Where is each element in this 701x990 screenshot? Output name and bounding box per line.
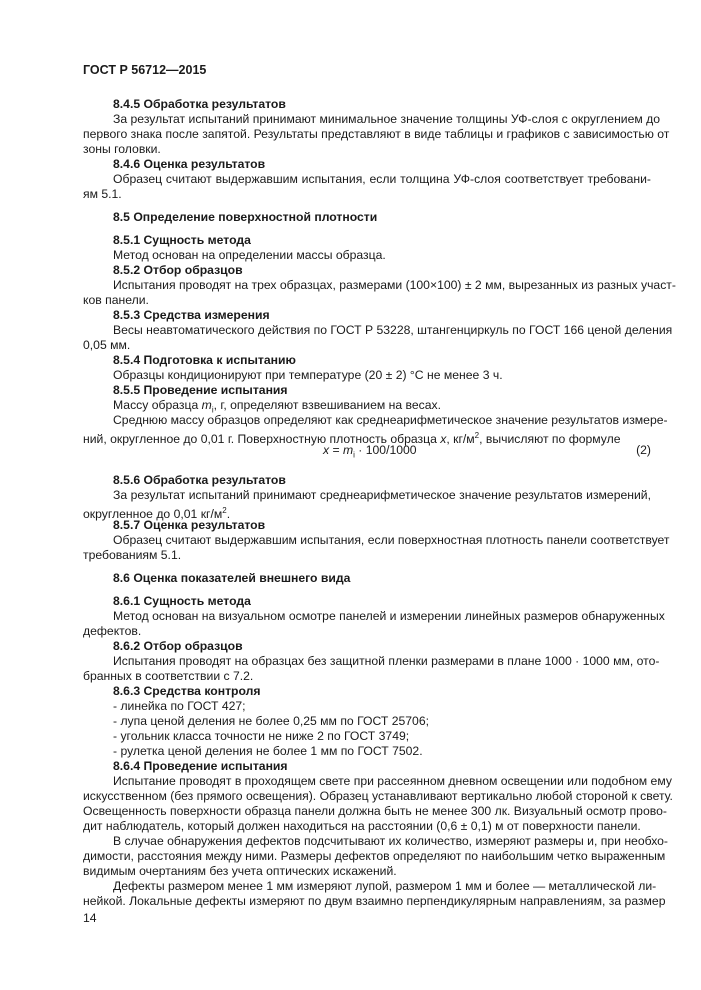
paragraph-line: ям 5.1. bbox=[83, 187, 122, 201]
section-heading-8-6-2: 8.6.2 Отбор образцов bbox=[113, 639, 243, 653]
formula-x: x bbox=[323, 443, 330, 457]
list-item: - лупа ценой деления не более 0,25 мм по ГОСТ 25706; bbox=[113, 714, 429, 728]
paragraph-line: Дефекты размером менее 1 мм измеряют лупой, размером 1 мм и более — металлической ли- bbox=[113, 879, 657, 893]
section-heading-8-5-7: 8.5.7 Оценка результатов bbox=[113, 518, 266, 532]
text: , кг/м bbox=[446, 432, 475, 447]
text: , г, определяют взвешиванием на весах. bbox=[213, 398, 441, 412]
formula-equals: = bbox=[329, 443, 343, 457]
section-heading-8-4-5: 8.4.5 Обработка результатов bbox=[113, 97, 286, 111]
paragraph-line: За результат испытаний принимают минимальное значение толщины УФ-слоя с округлением до bbox=[113, 112, 661, 126]
text: округленное до 0,01 кг/м bbox=[83, 507, 223, 522]
section-heading-8-5-5: 8.5.5 Проведение испытания bbox=[113, 383, 288, 397]
formula-rest: · 100/1000 bbox=[354, 443, 417, 457]
paragraph-line: дефектов. bbox=[83, 624, 142, 638]
formula bbox=[323, 443, 417, 462]
list-item: - рулетка ценой деления не более 1 мм по ГОСТ 7502. bbox=[113, 744, 423, 758]
paragraph-line: Среднюю массу образцов определяют как среднеарифметическое значение результатов измере- bbox=[113, 413, 668, 427]
section-heading-8-5-1: 8.5.1 Сущность метода bbox=[113, 233, 251, 247]
section-heading-8-4-6: 8.4.6 Оценка результатов bbox=[113, 157, 266, 171]
formula-number: (2) bbox=[636, 443, 651, 457]
list-item: - угольник класса точности не ниже 2 по ГОСТ 3749; bbox=[113, 729, 410, 743]
text: Массу образца bbox=[113, 398, 202, 412]
superscript: 2 bbox=[474, 431, 480, 440]
paragraph-line: За результат испытаний принимают среднеарифметическое значение результатов измерений, bbox=[113, 488, 651, 502]
variable-m: m bbox=[201, 398, 212, 412]
paragraph-line: Образец считают выдержавшим испытания, если поверхностная плотность панели соответствует bbox=[113, 533, 670, 547]
paragraph-line: Испытания проводят на образцах без защитной пленки размерами в плане 1000 · 1000 мм, ото- bbox=[113, 654, 660, 668]
paragraph-line: 0,05 мм. bbox=[83, 338, 131, 352]
paragraph-line: видимым очертаниям без учета оптических искажений. bbox=[83, 864, 397, 878]
superscript: 2 bbox=[222, 506, 227, 515]
section-heading-8-6: 8.6 Оценка показателей внешнего вида bbox=[113, 571, 351, 585]
paragraph-line: Образец считают выдержавшим испытания, если толщина УФ-слоя соответствует требовани- bbox=[113, 172, 651, 186]
variable-x: x bbox=[440, 432, 447, 447]
formula-subscript: i bbox=[353, 450, 355, 460]
paragraph-line: В случае обнаружения дефектов подсчитывают их количество, измеряют размеры и, при необхо- bbox=[113, 834, 668, 848]
paragraph-line: Метод основан на определении массы образца. bbox=[113, 248, 386, 262]
document-header: ГОСТ Р 56712—2015 bbox=[83, 63, 207, 77]
formula-m: m bbox=[342, 443, 354, 457]
paragraph-line: димости, расстояния между ними. Размеры дефектов определяют по наибольшим четко выраженным bbox=[83, 849, 666, 863]
text: . bbox=[226, 507, 231, 522]
paragraph-line: Освещенность поверхности образца панели должна быть не менее 300 лк. Визуальный осмотр прово- bbox=[83, 804, 667, 818]
text: , вычисляют по формуле bbox=[479, 432, 621, 447]
section-heading-8-5-2: 8.5.2 Отбор образцов bbox=[113, 263, 243, 277]
text: ний, округленное до 0,01 г. Поверхностную плотность образца bbox=[83, 432, 441, 447]
paragraph-line: Образцы кондиционируют при температуре (20 ± 2) °С не менее 3 ч. bbox=[113, 368, 503, 382]
list-item: - линейка по ГОСТ 427; bbox=[113, 699, 246, 713]
paragraph-line: искусственном (без прямого освещения). Образец устанавливают вертикально любой стороной к свету. bbox=[83, 789, 673, 803]
section-heading-8-6-1: 8.6.1 Сущность метода bbox=[113, 594, 251, 608]
section-heading-8-5: 8.5 Определение поверхностной плотности bbox=[113, 210, 378, 224]
page-number: 14 bbox=[83, 911, 97, 925]
section-heading-8-6-4: 8.6.4 Проведение испытания bbox=[113, 759, 288, 773]
paragraph-line: Весы неавтоматического действия по ГОСТ Р 53228, штангенциркуль по ГОСТ 166 ценой деления bbox=[113, 323, 673, 337]
paragraph-line: Испытание проводят в проходящем свете при рассеянном дневном освещении или подобном ему bbox=[113, 774, 672, 788]
paragraph-line: требованиям 5.1. bbox=[83, 548, 182, 562]
paragraph-line: зоны головки. bbox=[83, 142, 161, 156]
paragraph-line: Испытания проводят на трех образцах, размерами (100×100) ± 2 мм, вырезанных из разных участ- bbox=[113, 278, 676, 292]
paragraph-line: нейкой. Локальные дефекты измеряют по двум взаимно перпендикулярным направлениям, за размер bbox=[83, 894, 666, 908]
paragraph-line: Метод основан на визуальном осмотре панелей и измерении линейных размеров обнаруженных bbox=[113, 609, 665, 623]
section-heading-8-5-4: 8.5.4 Подготовка к испытанию bbox=[113, 353, 296, 367]
paragraph-line: ков панели. bbox=[83, 293, 149, 307]
section-heading-8-5-6: 8.5.6 Обработка результатов bbox=[113, 473, 286, 487]
paragraph-line: первого знака после запятой. Результаты представляют в виде таблицы и графиков с зависимостью от bbox=[83, 127, 670, 141]
subscript: i bbox=[211, 405, 214, 415]
paragraph-line: дит наблюдатель, который должен находиться на расстоянии (0,6 ± 0,1) м от поверхности панели. bbox=[83, 819, 641, 833]
paragraph-line: бранных в соответствии с 7.2. bbox=[83, 669, 254, 683]
section-heading-8-5-3: 8.5.3 Средства измерения bbox=[113, 308, 270, 322]
section-heading-8-6-3: 8.6.3 Средства контроля bbox=[113, 684, 261, 698]
